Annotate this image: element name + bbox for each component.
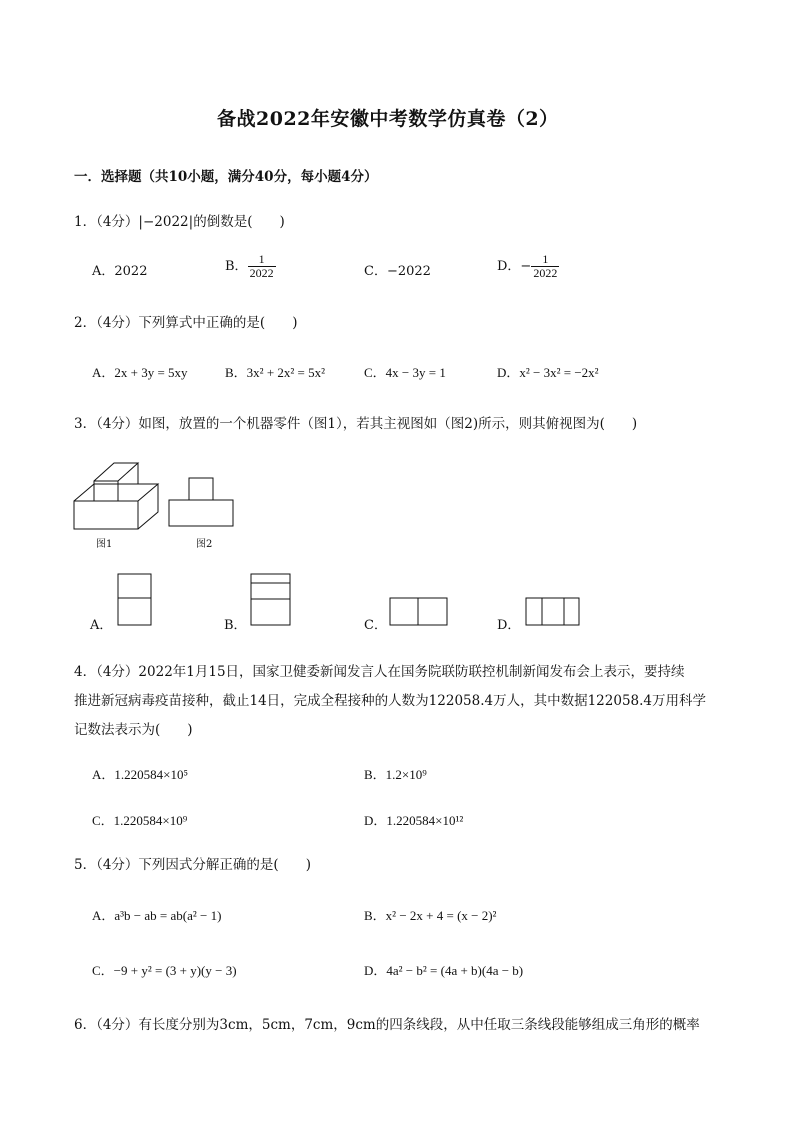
q3-option-b: B．: [224, 618, 247, 633]
q4-option-d: D．1.220584×10¹²: [364, 813, 464, 828]
q3-option-b-figure: [250, 573, 292, 627]
q4-option-c: C．1.220584×10⁹: [92, 813, 188, 828]
q2-option-a: A．2x + 3y = 5xy: [92, 365, 188, 380]
q2-option-c: C．4x − 3y = 1: [364, 365, 446, 380]
page-title: 备战2022年安徽中考数学仿真卷（2）: [217, 108, 559, 130]
question-4-line-1: 4．（4分）2022年1月15日，国家卫健委新闻发言人在国务院联防联控机制新闻发布会上表示，要持续: [74, 664, 685, 680]
q1-option-b-label: B．: [225, 259, 248, 274]
figure-1-machine-part: [72, 457, 162, 532]
question-3-stem: 3．（4分）如图，放置的一个机器零件（图1），若其主视图如（图2)所示，则其俯视图为( ): [74, 416, 638, 432]
q5-option-a: A．a³b − ab = ab(a² − 1): [92, 908, 222, 923]
q5-option-d: D．4a² − b² = (4a + b)(4a − b): [364, 963, 524, 978]
q1-option-b: [225, 253, 276, 280]
figure-2-front-view: [168, 477, 236, 529]
q3-option-a-figure: [117, 573, 153, 627]
question-5-stem: 5．（4分）下列因式分解正确的是( ): [74, 857, 311, 873]
q3-option-c-figure: [389, 597, 449, 627]
figure-1-label: 图1: [96, 539, 113, 550]
q1-option-d: [497, 253, 559, 280]
section-heading: 一．选择题（共10小题，满分40分，每小题4分）: [74, 169, 378, 185]
q2-option-b: B．3x² + 2x² = 5x²: [225, 365, 326, 380]
q1-option-b-fraction: $\frac{1}{2022}$: [249, 252, 274, 280]
q2-option-d: D．x² − 3x² = −2x²: [497, 365, 599, 380]
q5-option-b: B．x² − 2x + 4 = (x − 2)²: [364, 908, 497, 923]
q3-option-d-figure: [525, 597, 581, 627]
q1-option-d-fraction: $\frac{1}{2022}$: [533, 252, 558, 280]
q1-option-c: C．−2022: [364, 264, 431, 279]
q5-option-c: C．−9 + y² = (3 + y)(y − 3): [92, 963, 237, 978]
question-2-stem: 2．（4分）下列算式中正确的是( ): [74, 315, 298, 331]
q1-option-d-label: D．−: [497, 259, 532, 274]
q1-option-a: A．2022: [92, 264, 148, 279]
q3-option-d: D．: [497, 618, 521, 633]
question-6-stem: 6．（4分）有长度分别为3cm，5cm，7cm，9cm的四条线段，从中任取三条线段能够组成三角形的概率: [74, 1017, 700, 1033]
q3-option-a: A．: [90, 618, 113, 633]
q3-option-c: C．: [364, 618, 387, 633]
question-4-line-3: 记数法表示为( ): [74, 722, 193, 738]
q4-option-a: A．1.220584×10⁵: [92, 767, 189, 782]
question-1-stem: 1．（4分）|−2022|的倒数是( ): [74, 214, 285, 230]
figure-2-label: 图2: [196, 539, 213, 550]
question-4-line-2: 推进新冠病毒疫苗接种，截止14日，完成全程接种的人数为122058.4万人，其中数据122058.4万用科学: [74, 693, 707, 709]
q4-option-b: B．1.2×10⁹: [364, 767, 427, 782]
